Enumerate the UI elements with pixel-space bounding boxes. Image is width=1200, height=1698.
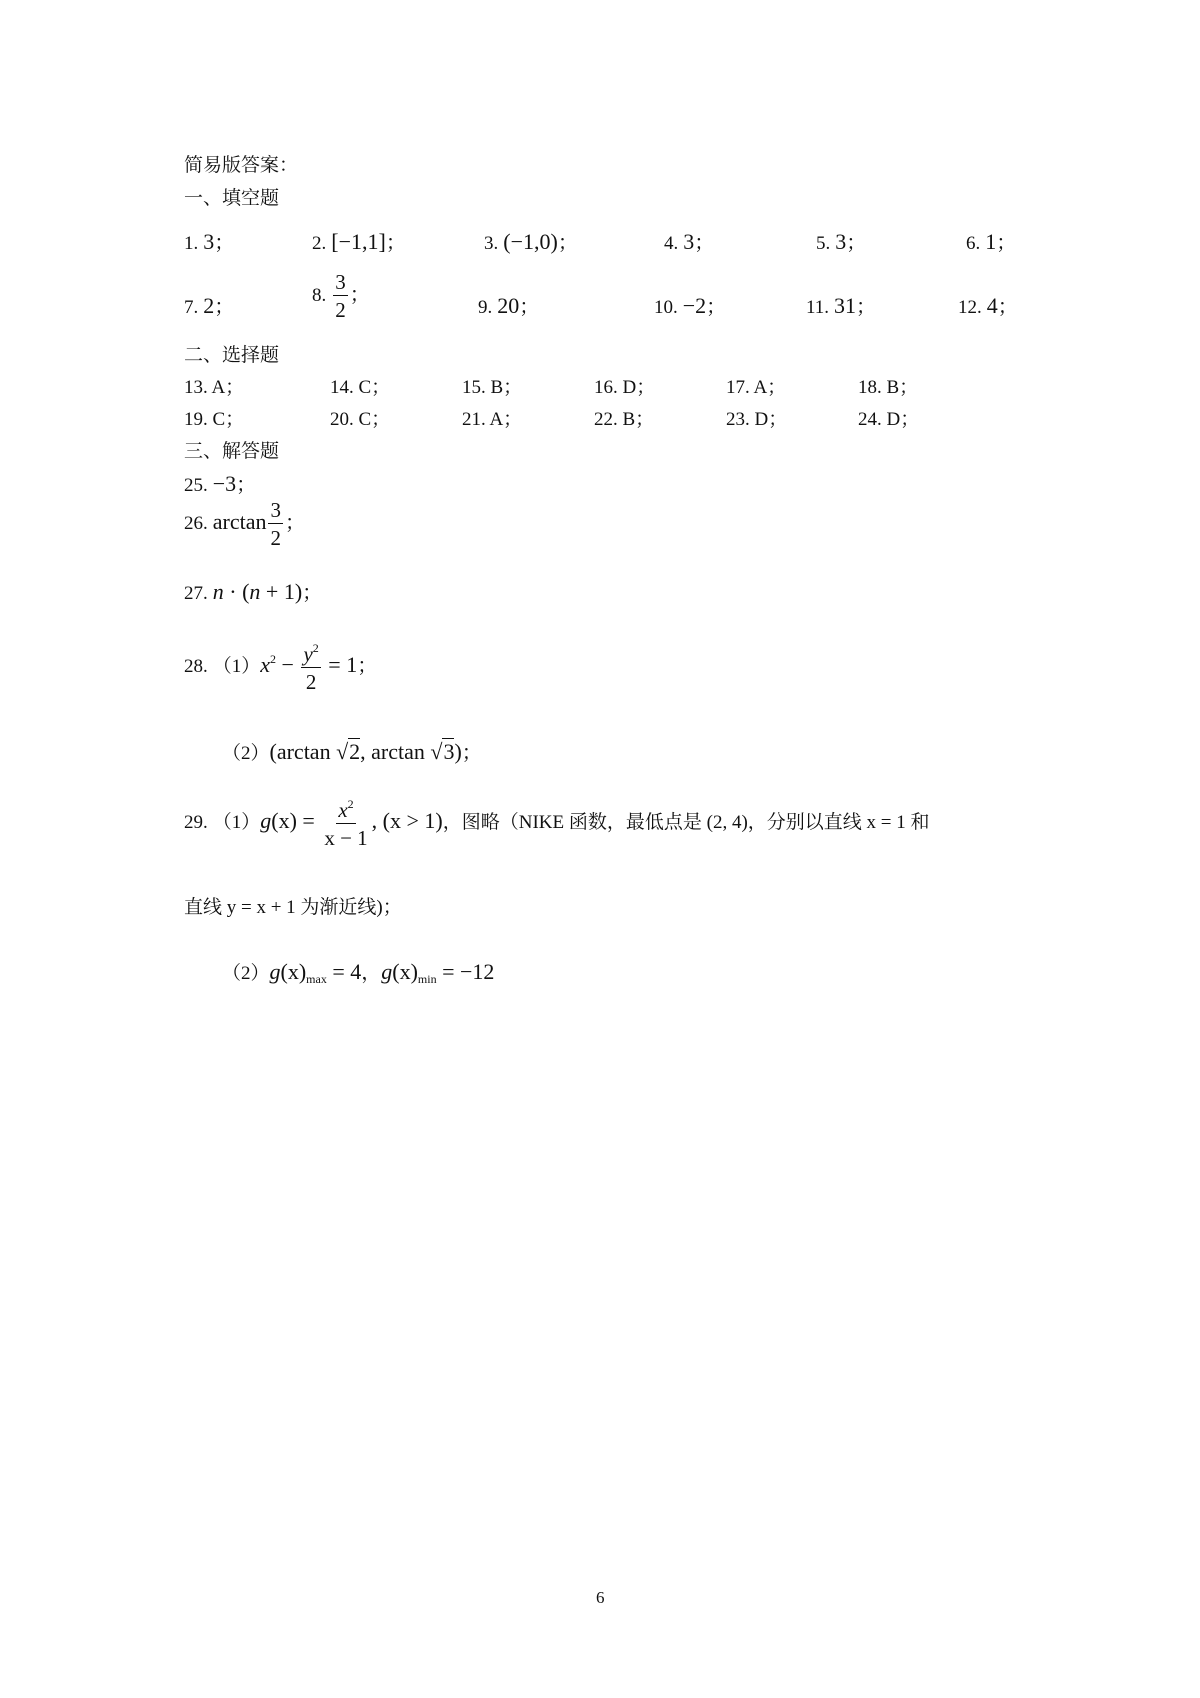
answer-item-7: 7. 2； bbox=[184, 293, 235, 318]
choice-item-24: 24. D； bbox=[858, 409, 920, 430]
answer-item-28-part-1: 28. $(1)x^2$ − $\frac{y^2}{2}$ = 1； bbox=[184, 641, 378, 694]
choice-item-16: 16. D； bbox=[594, 377, 656, 398]
answer-item-26: 26. arctan $\frac{3}{2}$ ； bbox=[184, 498, 305, 550]
choice-item-20: 20. C； bbox=[330, 409, 391, 430]
choice-item-13: 13. A； bbox=[184, 377, 245, 398]
page-number: 6 bbox=[596, 1588, 605, 1607]
answer-item-12: 12. 4； bbox=[958, 293, 1018, 318]
section-solution-heading: 三、解答题 bbox=[184, 441, 280, 462]
section-choice-heading: 二、选择题 bbox=[184, 345, 280, 366]
answer-item-8: 8. $\frac{3}{2}$ ； bbox=[312, 270, 370, 322]
answer-item-2: 2. [−1,1]； bbox=[312, 229, 406, 254]
answer-item-25: 25. −3； bbox=[184, 471, 257, 496]
answer-item-4: 4. 3； bbox=[664, 229, 715, 254]
answer-item-9: 9. 20； bbox=[478, 293, 540, 318]
answer-item-27: 27. n · (n + 1)； bbox=[184, 579, 323, 604]
choice-item-15: 15. B； bbox=[462, 377, 523, 398]
fraction: $\frac{3}{2}$ bbox=[335, 270, 346, 322]
fraction: $\frac{3}{2}$ bbox=[270, 498, 281, 550]
answer-item-29-continuation: 直线 y = x + 1 为渐近线)； bbox=[184, 897, 402, 918]
choice-item-14: 14. C； bbox=[330, 377, 391, 398]
answer-item-5: 5. 3； bbox=[816, 229, 867, 254]
answer-item-11: 11. 31； bbox=[806, 293, 877, 318]
choice-item-18: 18. B； bbox=[858, 377, 919, 398]
answer-item-10: 10. −2； bbox=[654, 293, 727, 318]
fraction: $\frac{y^2}{2}$ bbox=[303, 641, 319, 694]
choice-item-21: 21. A； bbox=[462, 409, 523, 430]
answer-item-6: 6. 1； bbox=[966, 229, 1017, 254]
answer-title: 简易版答案： bbox=[184, 155, 299, 176]
choice-item-19: 19. C； bbox=[184, 409, 245, 430]
answer-item-29-part-1: 29. （1）g(x) = $\frac{x^2}{x - 1}$ , (x > 1)，图略（NIKE 函数，最低点是 (2, 4)，分别以直线 x = 1 和 bbox=[184, 797, 930, 850]
section-fill-blank-heading: 一、填空题 bbox=[184, 188, 280, 209]
choice-item-23: 23. D； bbox=[726, 409, 788, 430]
choice-item-22: 22. B； bbox=[594, 409, 655, 430]
choice-item-17: 17. A； bbox=[726, 377, 787, 398]
fraction: $\frac{x^2}{x - 1}$ bbox=[324, 797, 368, 850]
answer-item-28-part-2: （2）(arctan √2, arctan √3)； bbox=[222, 739, 482, 764]
answer-item-3: 3. (−1,0)； bbox=[484, 229, 578, 254]
answer-item-1: 1. 3； bbox=[184, 229, 235, 254]
answer-item-29-part-2: $(2)g(x)_{max} = 4$，$g(x)_{min} = -12$ bbox=[222, 959, 495, 986]
